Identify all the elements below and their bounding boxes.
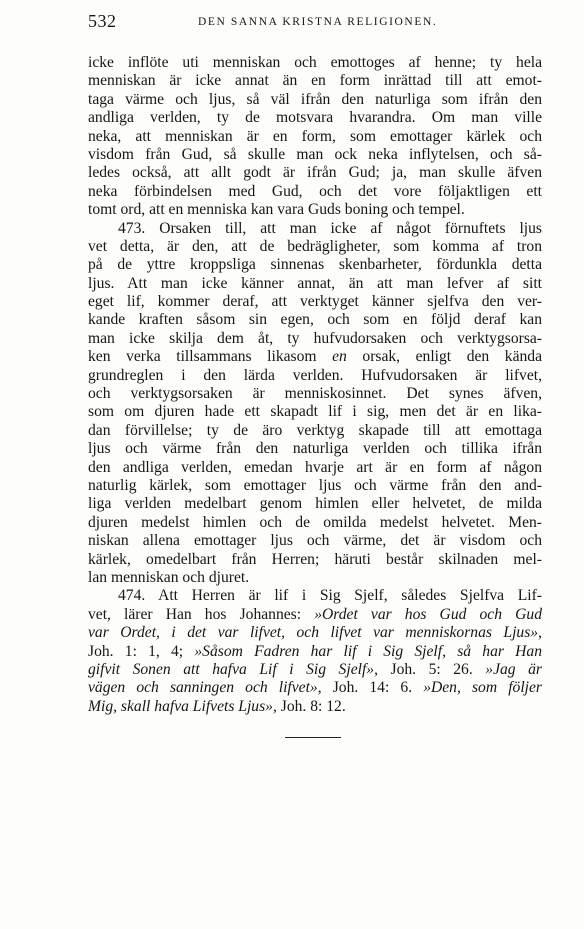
italic-quote: gifvit Sonen att hafva Lif i Sig Sjelf» xyxy=(88,660,375,678)
text-line xyxy=(88,201,542,219)
italic-quote: »Den, som följer xyxy=(423,679,542,697)
text-segment: kande kraften såsom sin egen, och som en följd deraf kan xyxy=(88,311,542,329)
page-number: 532 xyxy=(88,11,117,31)
text-line xyxy=(88,587,542,605)
text-segment: visdom från Gud, så skulle man ock neka inflytelsen, och så- xyxy=(88,145,542,163)
text-line xyxy=(88,495,542,513)
text-line xyxy=(88,275,542,293)
text-segment: orsak, enligt den kända xyxy=(346,348,542,366)
text-segment: vet detta, är den, att de bedrägligheter, som komma af tron xyxy=(88,237,542,255)
text-segment: , Joh. 8: 12. xyxy=(272,697,346,715)
text-segment: grundreglen i den lärda verlden. Hufvudorsaken är lifvet, xyxy=(88,366,542,384)
text-segment: på de yttre kroppsliga sinnenas skenbarheter, fördunkla detta xyxy=(88,256,542,274)
text-segment: neka, att menniskan är en form, som emottager kärlek och xyxy=(88,127,542,145)
text-segment: eget lif, kommer deraf, att verktyget känner sjelfva den ver- xyxy=(88,293,542,311)
text-line xyxy=(88,91,542,109)
text-line xyxy=(88,661,542,679)
text-segment: taga värme och ljus, så väl ifrån den naturliga som ifrån den xyxy=(88,90,542,108)
text-line xyxy=(88,54,542,72)
italic-quote: »Såsom Fadren har lif i Sig Sjelf, så har Han xyxy=(194,642,542,660)
text-line xyxy=(88,348,542,366)
text-line xyxy=(88,256,542,274)
text-line xyxy=(88,311,542,329)
text-line xyxy=(88,679,542,697)
text-segment: dan förvillelse; ty de äro verktyg skapade till att emottaga xyxy=(88,421,542,439)
text-segment: ken verka tillsammans likasom xyxy=(88,348,333,366)
text-line xyxy=(88,72,542,90)
text-segment: och verktygsorsaken är menniskosinnet. Det synes äfven, xyxy=(88,385,542,403)
text-segment: tomt ord, att en menniska kan vara Guds boning och tempel. xyxy=(88,201,465,219)
text-line xyxy=(88,109,542,127)
text-line xyxy=(88,128,542,146)
text-segment: vet, lärer Han hos Johannes: xyxy=(88,605,315,623)
text-line xyxy=(88,532,542,550)
text-line xyxy=(88,164,542,182)
italic-quote: vägen och sanningen och lifvet» xyxy=(88,679,318,697)
text-segment: kärlek, omedelbart från Herren; häruti består skilnaden mel- xyxy=(88,550,542,568)
italic-quote: Mig, skall hafva Lifvets Ljus» xyxy=(88,697,273,715)
running-title: DEN SANNA KRISTNA RELIGIONEN. xyxy=(198,16,438,28)
text-line xyxy=(88,293,542,311)
text-line xyxy=(88,459,542,477)
text-line xyxy=(88,569,542,587)
text-line xyxy=(88,422,542,440)
text-segment: , xyxy=(538,624,542,642)
text-line xyxy=(88,238,542,256)
text-segment: liga verlden medelbart genom himlen eller helvetet, de milda xyxy=(88,495,542,513)
text-segment: lan menniskan och djuret. xyxy=(88,568,250,586)
italic-quote: »Ordet var hos Gud och Gud xyxy=(314,605,542,623)
text-line xyxy=(88,514,542,532)
text-line xyxy=(88,606,542,624)
text-segment: icke inflöte uti menniskan och emottoges af henne; ty hela xyxy=(88,54,542,71)
text-segment: djuren medelst himlen och de omilda medelst helvetet. Men- xyxy=(88,513,542,531)
text-segment: andliga verlden, ty de motsvara hvarandra. Om man ville xyxy=(88,109,542,127)
text-segment: ledes också, att allt godt är ifrån Gud; ja, man skulle äfven xyxy=(88,164,542,182)
text-segment: som om djuren hade ett skapadt lif i sig, men det är en lika- xyxy=(88,403,542,421)
text-segment: man icke skilja dem åt, ty hufvudorsaken och verktygsorsa- xyxy=(88,329,542,347)
end-rule xyxy=(285,737,341,738)
body-text xyxy=(88,54,542,716)
text-segment: niskan allena emottager ljus och värme, det är visdom och xyxy=(88,532,542,550)
italic-quote: »Jag är xyxy=(485,660,542,678)
text-line xyxy=(88,367,542,385)
page-header xyxy=(88,11,544,37)
text-line xyxy=(88,385,542,403)
text-line xyxy=(88,183,542,201)
text-segment: ljus och värme från den naturliga verlden och tillika ifrån xyxy=(88,440,542,458)
text-line xyxy=(88,146,542,164)
text-segment: neka förbindelsen med Gud, och det vore följaktligen ett xyxy=(88,182,542,200)
text-line xyxy=(88,551,542,569)
text-segment: naturlig kärlek, som emottager ljus och värme från den and- xyxy=(88,476,542,494)
text-segment: 474. Att Herren är lif i Sig Sjelf, således Sjelfva Lif- xyxy=(118,587,542,605)
text-line xyxy=(88,220,542,238)
text-line xyxy=(88,624,542,642)
text-line xyxy=(88,440,542,458)
text-segment: ljus. Att man icke känner annat, än att man lefver af sitt xyxy=(88,274,542,292)
text-segment: den andliga verlden, emedan hvarje art är en form af någon xyxy=(88,458,542,476)
text-line xyxy=(88,643,542,661)
italic-quote: en xyxy=(332,348,347,366)
text-line xyxy=(88,477,542,495)
text-segment: menniskan är icke annat än en form inrättad till att emot- xyxy=(88,72,542,90)
text-line xyxy=(88,403,542,421)
text-segment: Joh. 1: 1, 4; xyxy=(88,642,195,660)
text-segment: 473. Orsaken till, att man icke af något förnuftets ljus xyxy=(118,219,542,237)
italic-quote: var Ordet, i det var lifvet, och lifvet var menniskornas Ljus» xyxy=(88,624,539,642)
text-segment: , Joh. 14: 6. xyxy=(317,679,424,697)
text-segment: , Joh. 5: 26. xyxy=(374,660,486,678)
text-line xyxy=(88,330,542,348)
text-line xyxy=(88,698,542,716)
